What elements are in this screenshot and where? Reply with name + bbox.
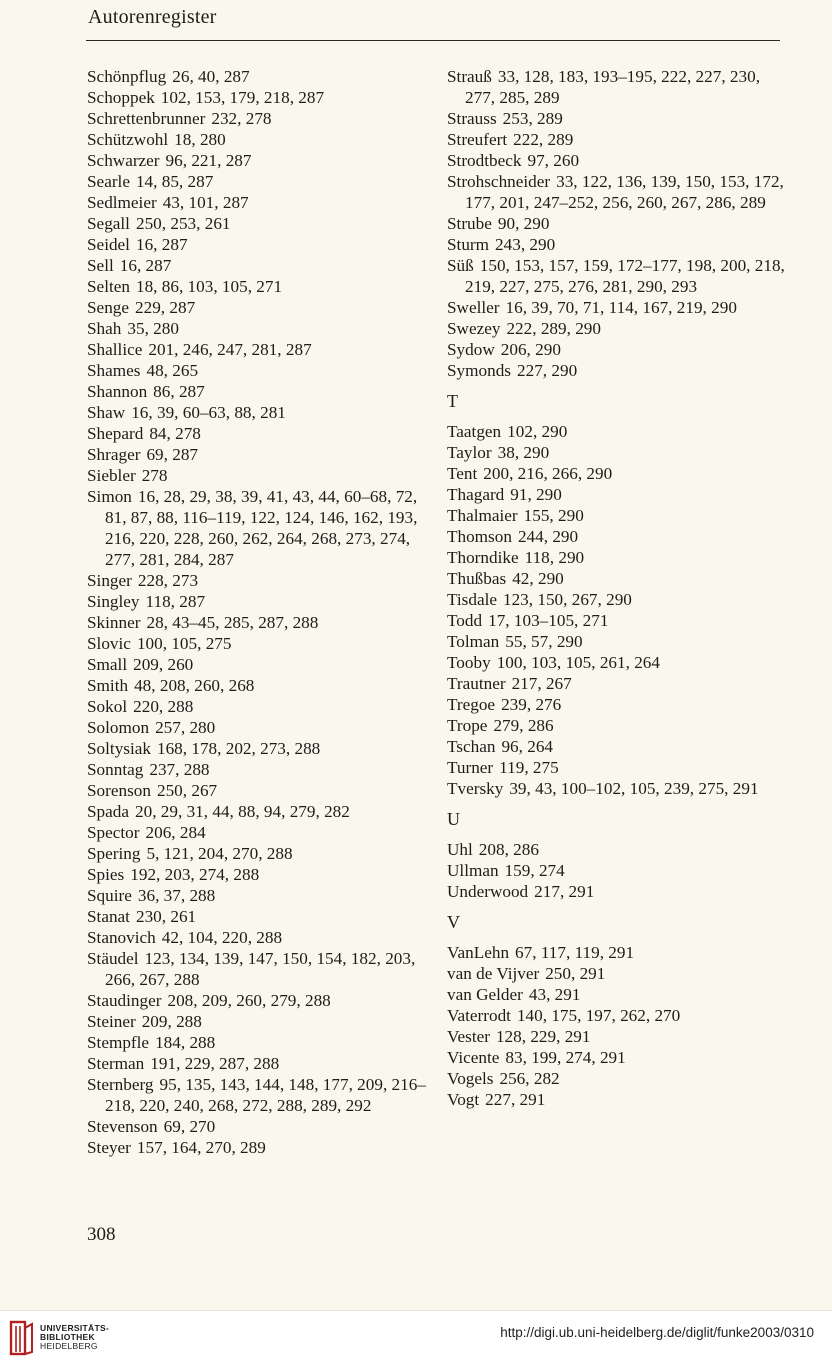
author-name: Tent	[447, 464, 478, 483]
page-references: 18, 280	[174, 130, 226, 149]
page-references: 18, 86, 103, 105, 271	[135, 277, 283, 296]
author-name: Schoppek	[87, 88, 155, 107]
page-references: 84, 278	[149, 424, 201, 443]
author-name: Schrettenbrunner	[87, 109, 206, 128]
page-references: 232, 278	[211, 109, 272, 128]
index-entry	[447, 860, 792, 881]
index-entry	[447, 673, 792, 694]
index-entry	[87, 297, 432, 318]
author-name: Taylor	[447, 443, 492, 462]
index-entry	[87, 570, 432, 591]
author-name: Sternberg	[87, 1075, 154, 1094]
page-references: 36, 37, 288	[137, 886, 216, 905]
index-entry	[447, 942, 792, 963]
index-entry	[87, 129, 432, 150]
author-name: Symonds	[447, 361, 511, 380]
author-name: Senge	[87, 298, 130, 317]
author-name: Vicente	[447, 1048, 500, 1067]
page-references: 100, 103, 105, 261, 264	[496, 653, 660, 672]
author-name: Thorndike	[447, 548, 519, 567]
page-references: 253, 289	[502, 109, 563, 128]
author-name: Shames	[87, 361, 141, 380]
index-entry	[447, 652, 792, 673]
library-logo-icon	[8, 1318, 36, 1358]
index-entry	[87, 486, 432, 570]
page-references: 278	[141, 466, 168, 485]
index-entry	[447, 984, 792, 1005]
page-references: 86, 287	[153, 382, 205, 401]
page-references: 67, 117, 119, 291	[515, 943, 635, 962]
page-references: 222, 289	[513, 130, 574, 149]
page-references: 55, 57, 290	[505, 632, 583, 651]
page-references: 91, 290	[510, 485, 562, 504]
index-entry	[447, 171, 792, 213]
author-name: Streufert	[447, 130, 508, 149]
index-entry	[447, 1047, 792, 1068]
index-entry	[87, 1032, 432, 1053]
page-references: 209, 260	[133, 655, 194, 674]
page-references: 100, 105, 275	[136, 634, 232, 653]
page-references: 35, 280	[127, 319, 179, 338]
index-entry	[447, 318, 792, 339]
index-entry	[87, 150, 432, 171]
index-entry	[87, 192, 432, 213]
index-entry	[447, 589, 792, 610]
page-references: 208, 286	[478, 840, 539, 859]
page-references: 250, 291	[545, 964, 606, 983]
page-references: 230, 261	[135, 907, 197, 926]
index-entry	[87, 948, 432, 990]
index-column-right	[447, 66, 792, 1110]
index-entry	[447, 631, 792, 652]
author-name: Strauß	[447, 67, 492, 86]
page-references: 206, 290	[500, 340, 561, 359]
page-references: 69, 287	[146, 445, 199, 464]
index-entry	[87, 780, 432, 801]
author-name: Soltysiak	[87, 739, 151, 758]
page-references: 206, 284	[145, 823, 206, 842]
author-name: Sedlmeier	[87, 193, 157, 212]
page-references: 38, 290	[497, 443, 550, 462]
author-name: Vaterrodt	[447, 1006, 511, 1025]
index-entry	[87, 276, 432, 297]
author-name: Steyer	[87, 1138, 131, 1157]
page-references: 208, 209, 260, 279, 288	[167, 991, 331, 1010]
author-name: Singley	[87, 592, 140, 611]
page-references: 244, 290	[517, 527, 579, 546]
index-entry	[87, 885, 432, 906]
page-references: 90, 290	[497, 214, 550, 233]
page-references: 191, 229, 287, 288	[150, 1054, 280, 1073]
index-entry	[87, 801, 432, 822]
page-references: 33, 128, 183, 193–195, 222, 227, 230, 277, 285, 289	[465, 67, 760, 107]
index-entry	[447, 778, 792, 799]
page-references: 48, 265	[146, 361, 199, 380]
page-references: 28, 43–45, 285, 287, 288	[146, 613, 319, 632]
page-references: 209, 288	[141, 1012, 202, 1031]
page-references: 14, 85, 287	[135, 172, 214, 191]
author-name: Sokol	[87, 697, 128, 716]
author-name: Tolman	[447, 632, 500, 651]
index-entry	[87, 339, 432, 360]
author-name: Small	[87, 655, 128, 674]
page-references: 184, 288	[155, 1033, 216, 1052]
author-name: Staudinger	[87, 991, 162, 1010]
page-references: 16, 28, 29, 38, 39, 41, 43, 44, 60–68, 72, 81, 87, 88, 116–119, 122, 124, 146, 162, 193, 216, 220, 228, 260, 262, 264, 268, 273, 274, 277, 281, 284, 287	[105, 487, 418, 569]
page-references: 192, 203, 274, 288	[130, 865, 260, 884]
author-name: Shallice	[87, 340, 143, 359]
index-entry	[87, 738, 432, 759]
running-head: Autorenregister	[88, 6, 217, 28]
author-name: Searle	[87, 172, 130, 191]
page-references: 243, 290	[495, 235, 556, 254]
author-name: Squire	[87, 886, 132, 905]
page-references: 228, 273	[137, 571, 199, 590]
page-references: 69, 270	[163, 1117, 216, 1136]
index-entry	[87, 1116, 432, 1137]
author-name: Süß	[447, 256, 474, 275]
index-entry	[87, 1011, 432, 1032]
page-references: 217, 267	[511, 674, 572, 693]
author-name: Shrager	[87, 445, 141, 464]
page-references: 279, 286	[493, 716, 554, 735]
index-entry	[87, 612, 432, 633]
index-entry	[447, 1089, 792, 1110]
author-name: Strodtbeck	[447, 151, 522, 170]
page-references: 200, 216, 266, 290	[483, 464, 613, 483]
page-references: 43, 291	[528, 985, 581, 1004]
index-entry	[87, 906, 432, 927]
page-references: 159, 274	[504, 861, 565, 880]
logo-text-line-2: BIBLIOTHEK	[40, 1332, 95, 1342]
index-entry	[87, 444, 432, 465]
author-name: Tversky	[447, 779, 504, 798]
page-references: 96, 264	[501, 737, 553, 756]
author-name: Shepard	[87, 424, 144, 443]
index-entry	[447, 1026, 792, 1047]
index-entry	[447, 339, 792, 360]
page-references: 5, 121, 204, 270, 288	[146, 844, 293, 863]
index-entry	[87, 696, 432, 717]
page-references: 102, 290	[507, 422, 568, 441]
index-entry	[447, 881, 792, 902]
author-name: Taatgen	[447, 422, 502, 441]
index-entry	[87, 360, 432, 381]
index-entry	[447, 610, 792, 631]
author-name: Trope	[447, 716, 488, 735]
author-name: Stempfle	[87, 1033, 150, 1052]
author-name: Tooby	[447, 653, 491, 672]
author-name: Sterman	[87, 1054, 145, 1073]
author-name: Thalmaier	[447, 506, 518, 525]
page-references: 96, 221, 287	[165, 151, 252, 170]
index-entry	[87, 822, 432, 843]
author-name: Todd	[447, 611, 483, 630]
index-entry	[447, 66, 792, 108]
author-name: Turner	[447, 758, 494, 777]
index-entry	[447, 150, 792, 171]
index-entry	[447, 360, 792, 381]
page-references: 229, 287	[135, 298, 196, 317]
author-name: Strauss	[447, 109, 497, 128]
index-entry	[447, 839, 792, 860]
index-entry	[447, 526, 792, 547]
section-letter-heading: V	[447, 912, 460, 932]
index-entry	[87, 1137, 432, 1158]
author-name: Spector	[87, 823, 140, 842]
index-column-left	[87, 66, 432, 1158]
page-references: 16, 39, 70, 71, 114, 167, 219, 290	[505, 298, 737, 317]
index-entry	[447, 484, 792, 505]
author-name: VanLehn	[447, 943, 510, 962]
index-entry	[87, 87, 432, 108]
page-references: 123, 134, 139, 147, 150, 154, 182, 203, 266, 267, 288	[105, 949, 416, 989]
index-entry	[87, 108, 432, 129]
index-entry	[447, 694, 792, 715]
author-name: Spering	[87, 844, 141, 863]
header-rule	[86, 40, 780, 41]
author-name: Singer	[87, 571, 132, 590]
author-name: Solomon	[87, 718, 150, 737]
source-url-link[interactable]: http://digi.ub.uni-heidelberg.de/diglit/funke2003/0310	[500, 1325, 814, 1340]
index-entry	[87, 213, 432, 234]
page-references: 16, 39, 60–63, 88, 281	[131, 403, 286, 422]
index-entry	[447, 757, 792, 778]
index-entry	[87, 381, 432, 402]
author-name: Sydow	[447, 340, 495, 359]
author-name: Shah	[87, 319, 122, 338]
index-entry	[447, 213, 792, 234]
page-references: 140, 175, 197, 262, 270	[516, 1006, 681, 1025]
page-references: 237, 288	[149, 760, 210, 779]
page-references: 97, 260	[527, 151, 580, 170]
index-entry	[87, 675, 432, 696]
page-references: 227, 291	[485, 1090, 546, 1109]
index-entry	[87, 171, 432, 192]
page-references: 102, 153, 179, 218, 287	[160, 88, 325, 107]
author-name: Sonntag	[87, 760, 144, 779]
author-name: Thußbas	[447, 569, 507, 588]
page-references: 222, 289, 290	[506, 319, 601, 338]
author-name: Stevenson	[87, 1117, 158, 1136]
index-entry	[87, 633, 432, 654]
index-entry	[447, 442, 792, 463]
author-name: Smith	[87, 676, 129, 695]
logo-text-line-1: UNIVERSITÄTS-	[40, 1323, 110, 1333]
page-references: 201, 246, 247, 281, 287	[148, 340, 312, 359]
author-name: Tisdale	[447, 590, 497, 609]
author-name: Sell	[87, 256, 114, 275]
page-references: 42, 290	[512, 569, 564, 588]
page-references: 150, 153, 157, 159, 172–177, 198, 200, 218, 219, 227, 275, 276, 281, 290, 293	[465, 256, 785, 296]
index-entry	[87, 990, 432, 1011]
index-entry	[447, 297, 792, 318]
author-name: Thagard	[447, 485, 505, 504]
index-entry	[447, 108, 792, 129]
page-references: 157, 164, 270, 289	[136, 1138, 266, 1157]
author-name: Strohschneider	[447, 172, 551, 191]
index-entry	[87, 234, 432, 255]
author-name: Skinner	[87, 613, 141, 632]
author-name: Swezey	[447, 319, 501, 338]
page-references: 119, 275	[499, 758, 559, 777]
page-references: 118, 290	[524, 548, 585, 567]
author-name: Thomson	[447, 527, 512, 546]
page-references: 220, 288	[133, 697, 194, 716]
author-name: Sweller	[447, 298, 500, 317]
index-entry	[87, 255, 432, 276]
author-name: Schönpflug	[87, 67, 167, 86]
index-entry	[87, 66, 432, 87]
author-name: Stanovich	[87, 928, 156, 947]
index-entry	[447, 129, 792, 150]
page-references: 239, 276	[501, 695, 562, 714]
logo-text-line-3: HEIDELBERG	[40, 1341, 98, 1351]
author-name: Strube	[447, 214, 492, 233]
author-name: Simon	[87, 487, 132, 506]
author-name: Stäudel	[87, 949, 139, 968]
index-entry	[87, 465, 432, 486]
page-references: 123, 150, 267, 290	[502, 590, 632, 609]
section-letter-heading: T	[447, 391, 458, 411]
author-name: Seidel	[87, 235, 130, 254]
page-references: 168, 178, 202, 273, 288	[156, 739, 321, 758]
page-references: 155, 290	[523, 506, 584, 525]
author-name: Ullman	[447, 861, 499, 880]
page-references: 33, 122, 136, 139, 150, 153, 172, 177, 201, 247–252, 256, 260, 267, 286, 289	[465, 172, 784, 212]
page-references: 118, 287	[145, 592, 206, 611]
author-name: Stanat	[87, 907, 130, 926]
page-references: 257, 280	[155, 718, 216, 737]
author-name: Underwood	[447, 882, 529, 901]
page-references: 250, 253, 261	[135, 214, 231, 233]
page-references: 227, 290	[517, 361, 578, 380]
digitization-footer	[0, 1310, 832, 1366]
index-entry	[447, 463, 792, 484]
author-name: Shannon	[87, 382, 148, 401]
index-entry	[447, 568, 792, 589]
author-name: Vogels	[447, 1069, 494, 1088]
section-letter-heading: U	[447, 809, 460, 829]
page-references: 20, 29, 31, 44, 88, 94, 279, 282	[135, 802, 350, 821]
index-entry	[447, 963, 792, 984]
index-entry	[87, 864, 432, 885]
page-references: 39, 43, 100–102, 105, 239, 275, 291	[509, 779, 759, 798]
page-references: 217, 291	[534, 882, 595, 901]
page-references: 95, 135, 143, 144, 148, 177, 209, 216–218, 220, 240, 268, 272, 288, 289, 292	[105, 1075, 426, 1115]
page-references: 26, 40, 287	[172, 67, 250, 86]
author-name: Tregoe	[447, 695, 496, 714]
index-entry	[87, 591, 432, 612]
index-entry	[447, 255, 792, 297]
index-entry	[87, 1074, 432, 1116]
author-name: Schützwohl	[87, 130, 169, 149]
author-name: Segall	[87, 214, 130, 233]
index-entry	[87, 423, 432, 444]
index-entry	[87, 654, 432, 675]
index-entry	[87, 759, 432, 780]
index-entry	[87, 717, 432, 738]
index-entry	[447, 547, 792, 568]
index-entry	[87, 927, 432, 948]
page-references: 16, 287	[119, 256, 172, 275]
page-references: 83, 199, 274, 291	[505, 1048, 626, 1067]
author-name: Vogt	[447, 1090, 480, 1109]
author-name: Steiner	[87, 1012, 136, 1031]
author-name: Trautner	[447, 674, 506, 693]
index-entry	[87, 1053, 432, 1074]
author-name: Sorenson	[87, 781, 151, 800]
index-entry	[447, 505, 792, 526]
author-name: Sturm	[447, 235, 490, 254]
page-references: 128, 229, 291	[495, 1027, 591, 1046]
index-entry	[87, 402, 432, 423]
author-name: Spies	[87, 865, 125, 884]
page-number: 308	[87, 1224, 116, 1245]
page-references: 16, 287	[135, 235, 188, 254]
author-name: Tschan	[447, 737, 496, 756]
author-name: Selten	[87, 277, 130, 296]
author-name: Shaw	[87, 403, 126, 422]
author-name: Siebler	[87, 466, 136, 485]
author-name: Vester	[447, 1027, 490, 1046]
page-references: 256, 282	[499, 1069, 560, 1088]
author-name: Slovic	[87, 634, 131, 653]
author-name: Uhl	[447, 840, 473, 859]
page-references: 250, 267	[156, 781, 218, 800]
author-name: Schwarzer	[87, 151, 160, 170]
index-entry	[447, 234, 792, 255]
page-references: 48, 208, 260, 268	[134, 676, 255, 695]
index-entry	[87, 318, 432, 339]
index-entry	[87, 843, 432, 864]
index-entry	[447, 1005, 792, 1026]
author-name: Spada	[87, 802, 130, 821]
page-references: 42, 104, 220, 288	[161, 928, 283, 947]
index-entry	[447, 715, 792, 736]
index-entry	[447, 736, 792, 757]
page-references: 17, 103–105, 271	[488, 611, 609, 630]
author-name: van de Vijver	[447, 964, 540, 983]
author-name: van Gelder	[447, 985, 523, 1004]
index-entry	[447, 1068, 792, 1089]
index-entry	[447, 421, 792, 442]
page-references: 43, 101, 287	[162, 193, 249, 212]
